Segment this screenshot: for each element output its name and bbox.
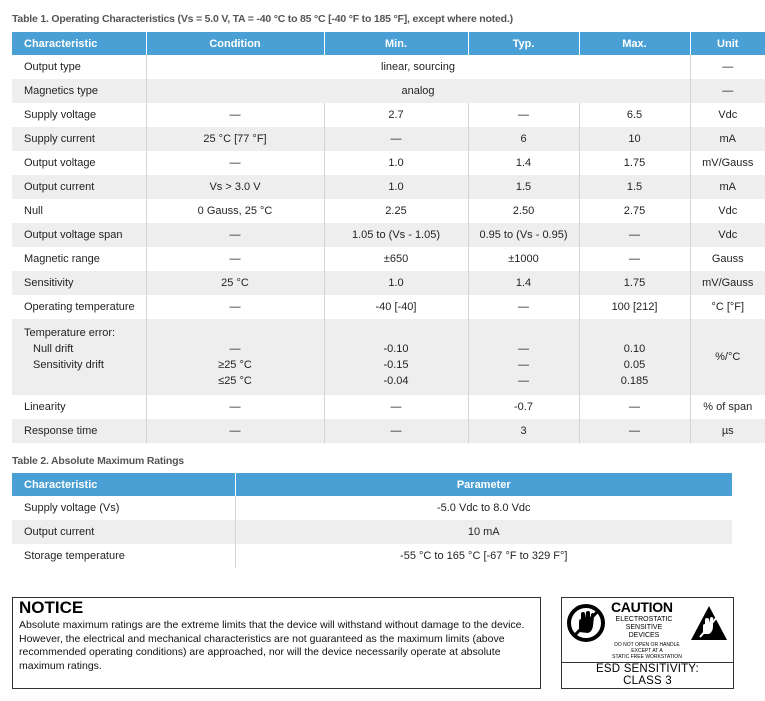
row-min: — <box>324 395 468 419</box>
max-value: 0.05 <box>623 359 646 371</box>
row-typ: 1.5 <box>468 175 579 199</box>
row-typ: 1.4 <box>468 151 579 175</box>
table-row <box>12 247 765 271</box>
row-typ: -0.7 <box>468 395 579 419</box>
condition-value: ≥25 °C <box>218 359 252 371</box>
null-drift-label: Null drift <box>33 343 74 355</box>
row-max: — <box>579 247 690 271</box>
row-unit: — <box>690 79 765 103</box>
row-max: — <box>579 223 690 247</box>
table2-header-row <box>12 473 732 496</box>
table-row <box>12 175 765 199</box>
row-condition: Vs > 3.0 V <box>146 175 324 199</box>
temperature-error-label: Temperature error: <box>24 327 116 339</box>
row-value: 10 mA <box>235 520 732 544</box>
row-name: Supply voltage <box>12 103 146 127</box>
row-name: Storage temperature <box>12 544 235 568</box>
row-condition: — <box>146 103 324 127</box>
min-value: -0.04 <box>383 375 409 387</box>
min-value: -0.10 <box>383 343 409 355</box>
table-row <box>12 127 765 151</box>
row-condition: — <box>146 419 324 443</box>
row-typ: — <box>468 103 579 127</box>
table1-header-row <box>12 32 765 55</box>
notice-title: NOTICE <box>19 598 84 617</box>
esd-warning-triangle-icon <box>689 604 729 642</box>
row-name: Supply voltage (Vs) <box>12 496 235 520</box>
esd-caution-label <box>561 597 734 689</box>
max-value: 0.10 <box>623 343 646 355</box>
table-row <box>12 223 765 247</box>
typ-value: — <box>518 359 529 371</box>
row-name: Supply current <box>12 127 146 151</box>
row-unit: %/°C <box>690 319 765 395</box>
row-unit: mV/Gauss <box>690 271 765 295</box>
row-min: 1.0 <box>324 151 468 175</box>
temperature-error-row <box>12 319 765 395</box>
caution-title: CAUTION <box>611 599 673 615</box>
row-name <box>12 319 146 395</box>
fine-print-line: STATIC FREE WORKSTATION <box>612 654 682 660</box>
row-unit: mV/Gauss <box>690 151 765 175</box>
row-name: Null <box>12 199 146 223</box>
row-condition: — <box>146 395 324 419</box>
row-min: 1.0 <box>324 175 468 199</box>
esd-sensitivity-class <box>562 663 733 687</box>
row-condition: 0 Gauss, 25 °C <box>146 199 324 223</box>
row-span-value: analog <box>146 79 690 103</box>
row-typ: 0.95 to (Vs - 0.95) <box>468 223 579 247</box>
row-condition: — <box>146 223 324 247</box>
table-row <box>12 295 765 319</box>
row-condition <box>146 319 324 395</box>
row-typ: — <box>468 295 579 319</box>
table-row <box>12 151 765 175</box>
row-max: 6.5 <box>579 103 690 127</box>
row-max <box>579 319 690 395</box>
row-min <box>324 319 468 395</box>
row-min: 2.25 <box>324 199 468 223</box>
header-typ: Typ. <box>468 32 579 55</box>
row-unit: Vdc <box>690 199 765 223</box>
row-name: Output voltage <box>12 151 146 175</box>
row-max: 100 [212] <box>579 295 690 319</box>
absolute-maximum-ratings-table <box>12 473 732 568</box>
row-min: ±650 <box>324 247 468 271</box>
row-condition: 25 °C <box>146 271 324 295</box>
row-unit: mA <box>690 175 765 199</box>
row-condition: 25 °C [77 °F] <box>146 127 324 151</box>
row-min: 2.7 <box>324 103 468 127</box>
header-characteristic: Characteristic <box>12 32 146 55</box>
typ-value: — <box>518 375 529 387</box>
row-max: 2.75 <box>579 199 690 223</box>
operating-characteristics-table <box>12 32 765 443</box>
caution-line: DEVICES <box>628 632 660 639</box>
table-row <box>12 103 765 127</box>
table-row <box>12 199 765 223</box>
max-value: 0.185 <box>620 375 649 387</box>
row-name: Sensitivity <box>12 271 146 295</box>
header-min: Min. <box>324 32 468 55</box>
esd-class-line: CLASS 3 <box>623 675 672 687</box>
row-unit: °C [°F] <box>690 295 765 319</box>
row-unit: Vdc <box>690 103 765 127</box>
table-row <box>12 395 765 419</box>
caution-line: SENSITIVE <box>625 624 663 631</box>
table-row <box>12 520 732 544</box>
row-typ: 6 <box>468 127 579 151</box>
row-name: Magnetic range <box>12 247 146 271</box>
row-unit: µs <box>690 419 765 443</box>
caution-line: ELECTROSTATIC <box>615 616 673 623</box>
row-max: 1.75 <box>579 151 690 175</box>
header-unit: Unit <box>690 32 765 55</box>
condition-value: — <box>229 343 241 355</box>
condition-value: ≤25 °C <box>218 375 252 387</box>
row-condition: — <box>146 295 324 319</box>
row-name: Output voltage span <box>12 223 146 247</box>
typ-value: — <box>518 343 529 355</box>
table-row <box>12 79 765 103</box>
row-span-value: linear, sourcing <box>146 55 690 79</box>
table-row <box>12 419 765 443</box>
esd-sensitivity-line: ESD SENSITIVITY: <box>596 663 699 675</box>
row-unit: % of span <box>690 395 765 419</box>
row-unit: Gauss <box>690 247 765 271</box>
row-name: Response time <box>12 419 146 443</box>
row-name: Magnetics type <box>12 79 146 103</box>
table-row <box>12 544 732 568</box>
table2-caption: Table 2. Absolute Maximum Ratings <box>12 455 184 467</box>
row-unit: — <box>690 55 765 79</box>
esd-hand-icon <box>566 602 606 644</box>
table-row <box>12 271 765 295</box>
sensitivity-drift-label: Sensitivity drift <box>33 359 104 371</box>
notice-body: Absolute maximum ratings are the extreme limits that the device will withstand without damage to the device. However, the electrical and mechanical characteristics are not guaranteed as the maximum limits (above recommended operating conditions) are approached, nor will the device necessarily operate at absolute maximum ratings. <box>19 619 525 672</box>
row-min: — <box>324 419 468 443</box>
row-name: Output type <box>12 55 146 79</box>
fine-print-line: EXCEPT AT A <box>631 648 663 654</box>
row-max: 1.75 <box>579 271 690 295</box>
header-condition: Condition <box>146 32 324 55</box>
row-min: 1.05 to (Vs - 1.05) <box>324 223 468 247</box>
row-value: -55 °C to 165 °C [-67 °F to 329 F°] <box>235 544 732 568</box>
row-min: — <box>324 127 468 151</box>
row-value: -5.0 Vdc to 8.0 Vdc <box>235 496 732 520</box>
row-typ: 3 <box>468 419 579 443</box>
row-name: Output current <box>12 520 235 544</box>
row-name: Output current <box>12 175 146 199</box>
row-unit: Vdc <box>690 223 765 247</box>
row-max: — <box>579 395 690 419</box>
notice-box <box>12 597 541 689</box>
row-typ: 1.4 <box>468 271 579 295</box>
caution-header <box>562 598 733 663</box>
header-parameter: Parameter <box>235 473 732 496</box>
row-unit: mA <box>690 127 765 151</box>
row-typ: ±1000 <box>468 247 579 271</box>
row-condition: — <box>146 247 324 271</box>
row-min: 1.0 <box>324 271 468 295</box>
caution-description <box>604 616 684 640</box>
row-max: — <box>579 419 690 443</box>
table-row <box>12 55 765 79</box>
row-typ: 2.50 <box>468 199 579 223</box>
row-max: 1.5 <box>579 175 690 199</box>
header-characteristic: Characteristic <box>12 473 235 496</box>
table-row <box>12 496 732 520</box>
row-condition: — <box>146 151 324 175</box>
row-name: Linearity <box>12 395 146 419</box>
row-typ <box>468 319 579 395</box>
row-max: 10 <box>579 127 690 151</box>
table1-caption: Table 1. Operating Characteristics (Vs = 5.0 V, TA = -40 °C to 85 °C [-40 °F to 185 °F], except where noted.) <box>12 13 513 25</box>
header-max: Max. <box>579 32 690 55</box>
fine-print-line: DO NOT OPEN OR HANDLE <box>614 642 680 648</box>
caution-fine-print <box>592 642 702 660</box>
row-min: -40 [-40] <box>324 295 468 319</box>
min-value: -0.15 <box>383 359 409 371</box>
row-name: Operating temperature <box>12 295 146 319</box>
